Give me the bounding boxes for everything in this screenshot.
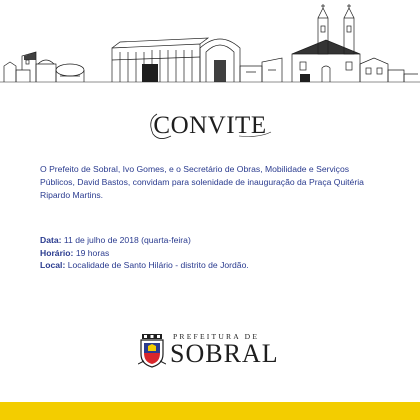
detail-label: Local:	[40, 260, 66, 270]
coat-of-arms-icon	[138, 334, 166, 368]
detail-location	[40, 259, 385, 272]
detail-value: 19 horas	[75, 247, 110, 258]
event-details	[40, 234, 385, 272]
detail-date	[40, 234, 385, 247]
bottom-accent-bar	[0, 402, 420, 420]
invitation-title: CONVITE	[153, 112, 267, 139]
prefeitura-logo	[138, 330, 288, 372]
city-skyline-illustration	[0, 0, 420, 92]
invitation-body: O Prefeito de Sobral, Ivo Gomes, e o Secretário de Obras, Mobilidade e Serviços Públicos, David Bastos, convidam para solenidade de inauguração da Praça Quitéria Ripardo Martins.	[40, 164, 364, 200]
detail-time	[40, 247, 385, 260]
detail-label: Data:	[40, 235, 62, 245]
detail-label: Horário:	[40, 247, 74, 258]
logo-top-text: PREFEITURA DE	[173, 332, 260, 341]
detail-value: 11 de julho de 2018 (quarta-feira)	[63, 235, 191, 245]
logo-main-text: SOBRAL	[170, 339, 279, 368]
detail-value: Localidade de Santo Hilário - distrito de Jordão.	[67, 260, 249, 270]
